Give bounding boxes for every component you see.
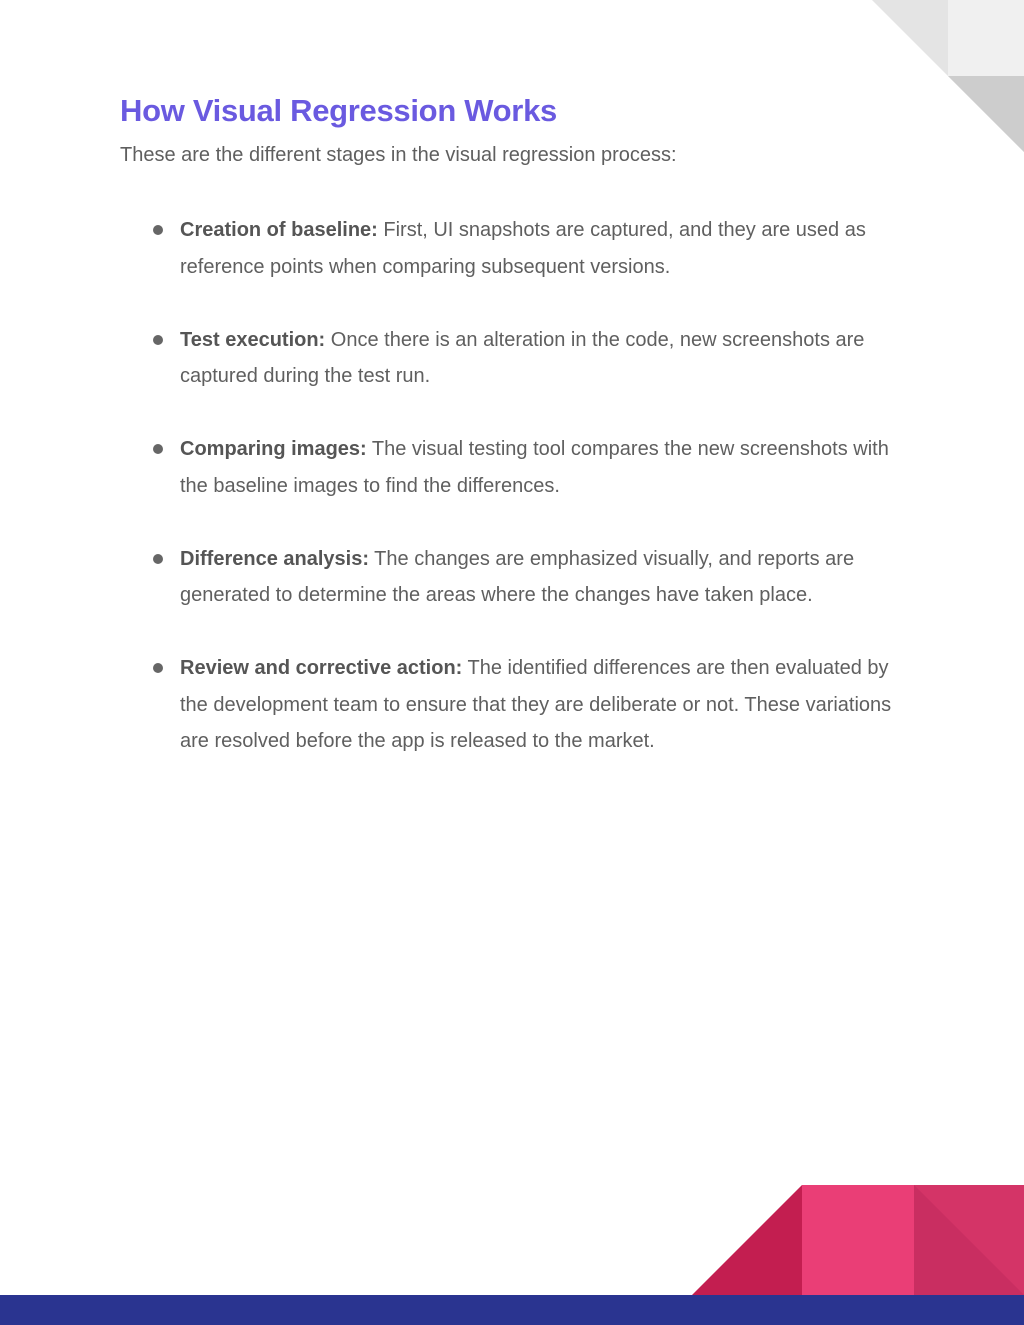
stage-description: The changes are emphasized visually, and reports are generated to determine the areas where the changes have taken place. <box>180 547 855 606</box>
stage-term: Test execution: <box>180 328 326 351</box>
intro-paragraph: These are the different stages in the visual regression process: <box>120 144 677 166</box>
bullet-icon <box>153 663 163 673</box>
stage-term: Difference analysis: <box>180 547 369 570</box>
list-item <box>120 541 920 614</box>
footer-bar <box>0 1295 1024 1325</box>
stage-description: First, UI snapshots are captured, and they are used as reference points when comparing subsequent versions. <box>180 219 866 278</box>
stages-list <box>120 212 920 760</box>
list-item <box>120 212 920 285</box>
stage-description: Once there is an alteration in the code, new screenshots are captured during the test run. <box>180 328 865 387</box>
list-item <box>120 431 920 504</box>
stage-description: The identified differences are then evaluated by the development team to ensure that they are deliberate or not. These variations are resolved before the app is released to the market. <box>180 657 892 752</box>
stage-term: Creation of baseline: <box>180 219 378 241</box>
bullet-icon <box>153 335 163 345</box>
stage-description: The visual testing tool compares the new screenshots with the baseline images to find the differences. <box>180 438 889 497</box>
bullet-icon <box>153 554 163 564</box>
document-content <box>120 92 920 796</box>
stage-term: Review and corrective action: <box>180 657 463 679</box>
stage-term: Comparing images: <box>180 438 367 460</box>
bullet-icon <box>153 444 163 454</box>
list-item <box>120 650 920 760</box>
bottom-corner-decoration <box>692 1185 1024 1295</box>
page-title: How Visual Regression Works <box>120 93 557 128</box>
bullet-icon <box>153 225 163 235</box>
list-item <box>120 322 920 395</box>
